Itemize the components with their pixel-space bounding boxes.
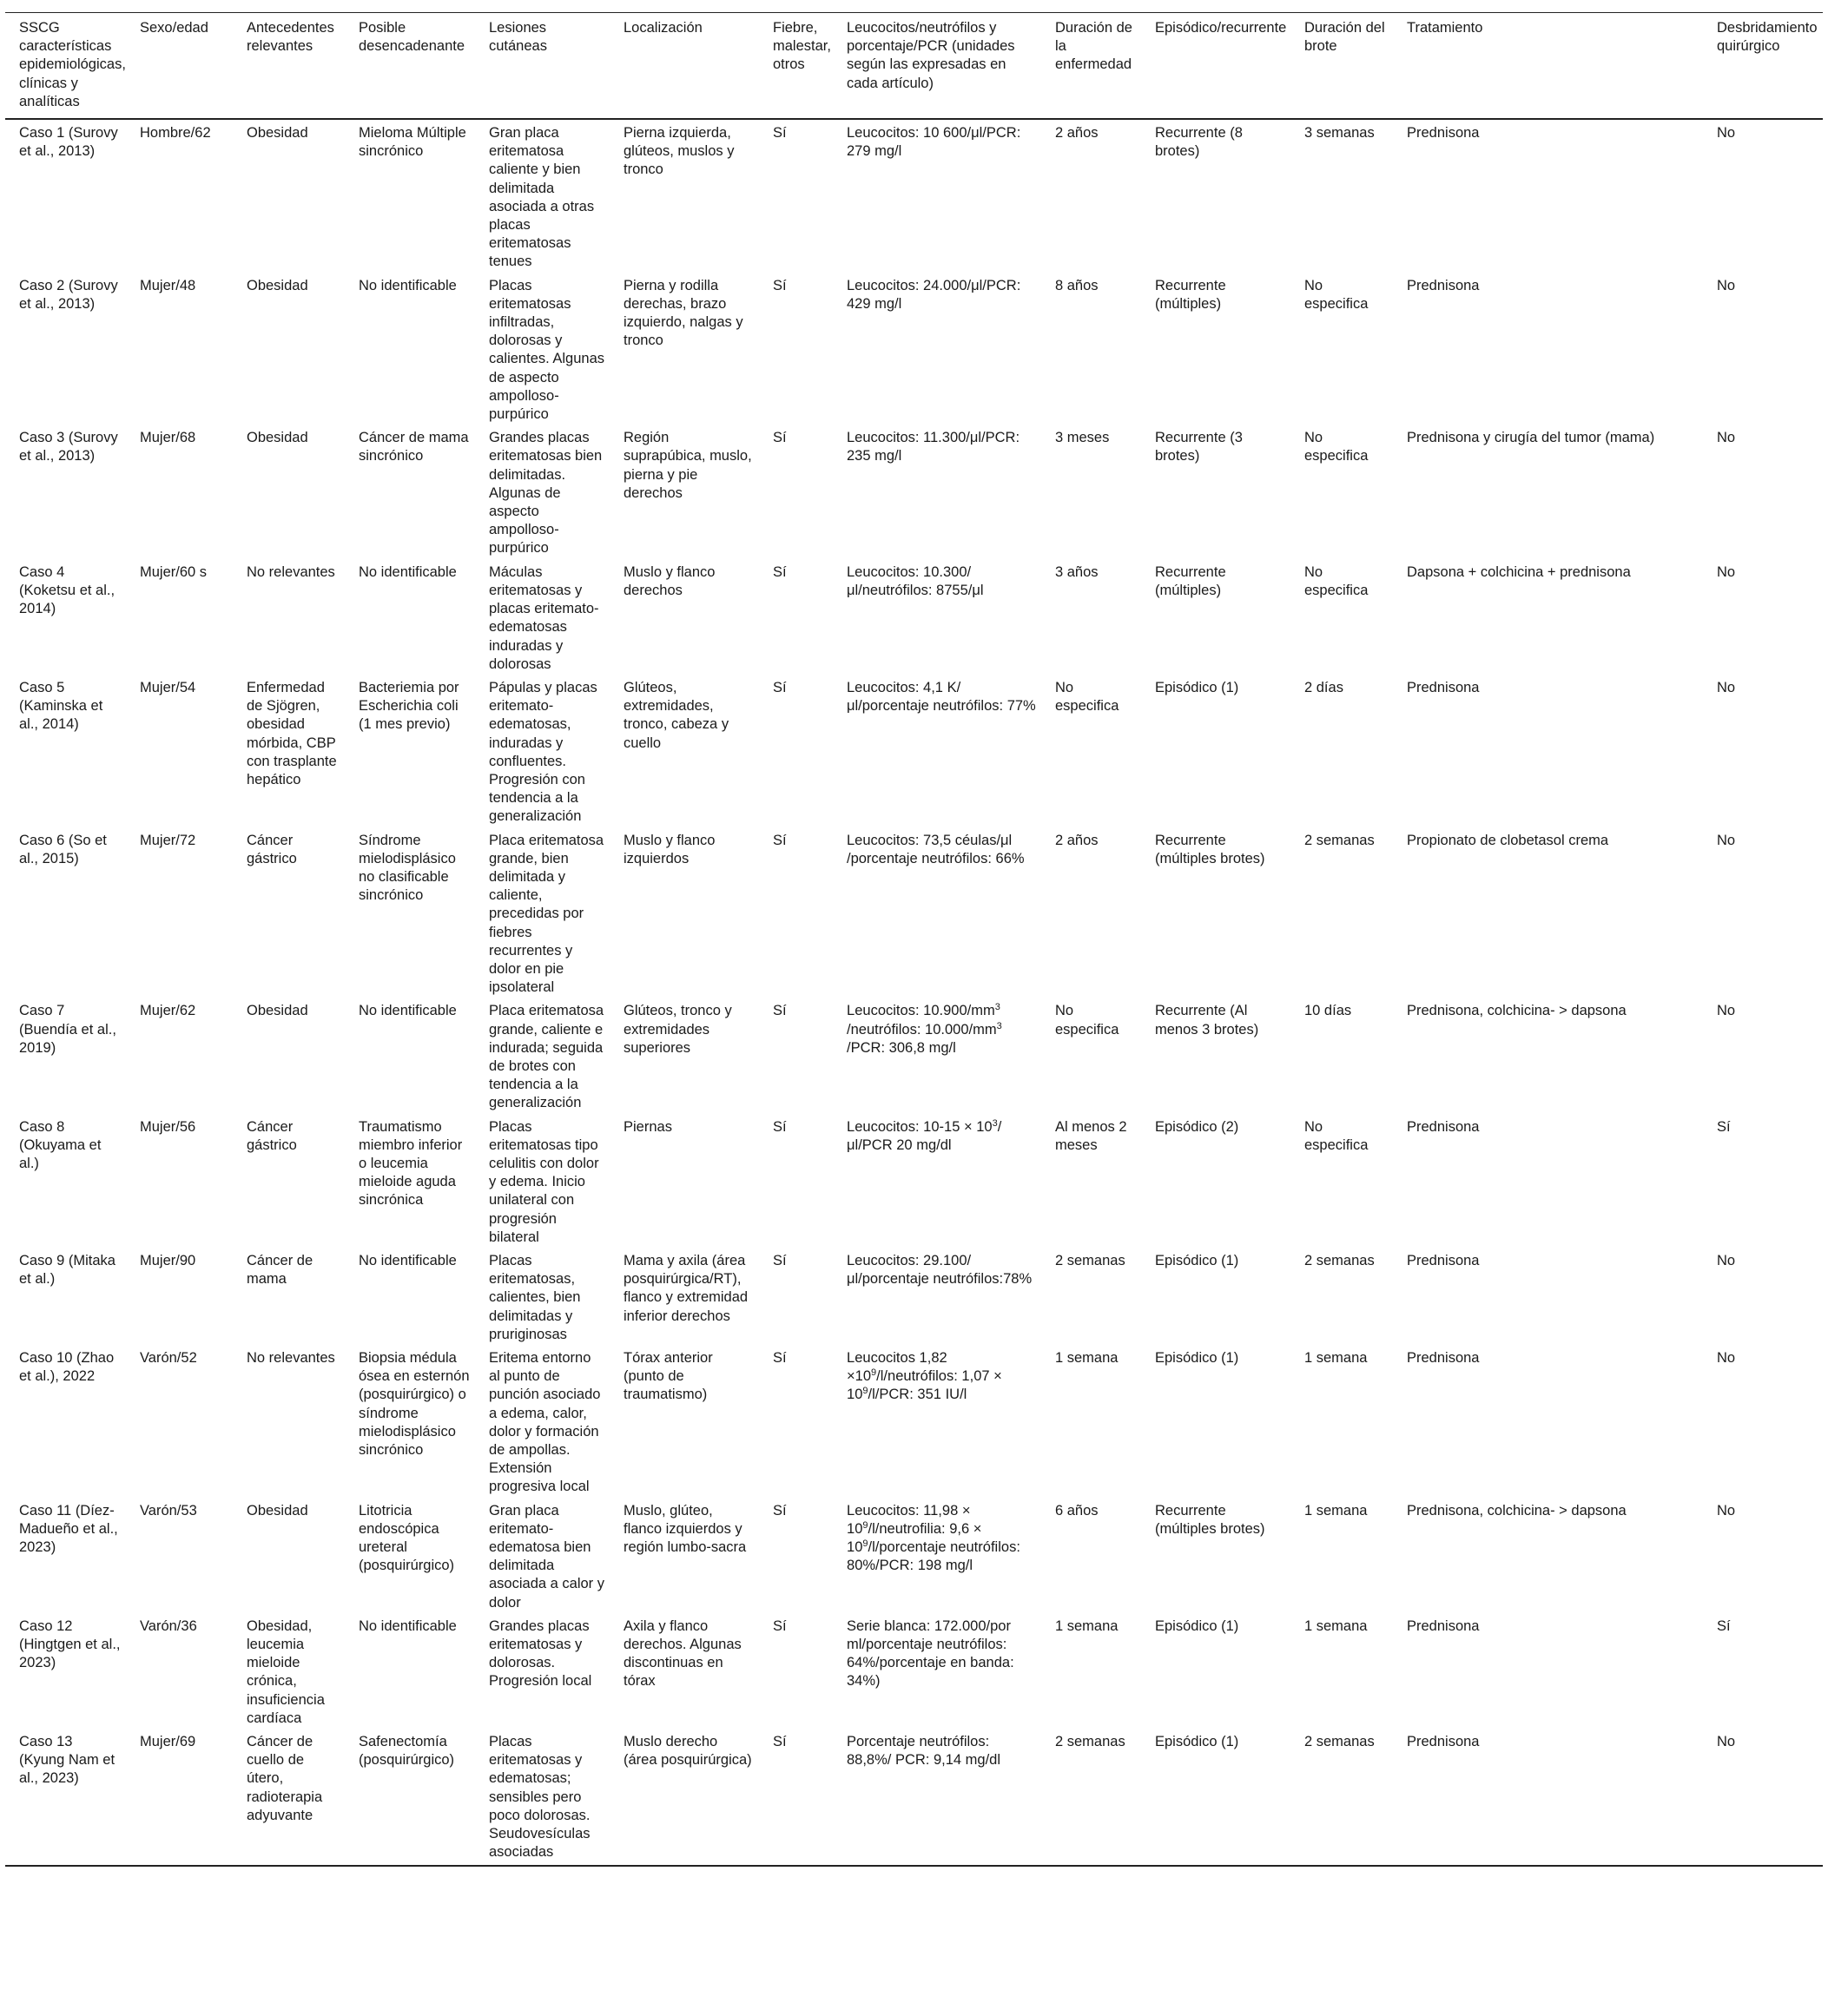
trigger-cell: No identificable xyxy=(359,1253,457,1268)
fever-cell: Sí xyxy=(773,1350,787,1367)
fever-cell: Sí xyxy=(773,563,787,580)
history-cell: Cáncer de mama xyxy=(247,1253,313,1288)
treatment-cell: Prednisona xyxy=(1407,1617,1480,1634)
debridement-cell: Sí xyxy=(1717,1118,1731,1135)
episodic-cell: Episódico (1) xyxy=(1155,1253,1239,1268)
location-cell: Muslo y flanco derechos xyxy=(624,563,716,598)
debridement-cell: No xyxy=(1717,679,1736,695)
location-cell: Piernas xyxy=(624,1118,672,1135)
table-row xyxy=(5,1730,1823,1865)
table-row xyxy=(5,1499,1823,1615)
trigger-cell: Síndrome mielodisplásico no clasificable sincrónico xyxy=(359,832,456,904)
episodic-cell: Recurrente (múltiples) xyxy=(1155,277,1226,312)
trigger-cell: Safenectomía (posquirúrgico) xyxy=(359,1734,455,1769)
treatment-cell: Dapsona + colchicina + prednisona xyxy=(1407,563,1631,580)
header-cell: Sexo/edad xyxy=(140,20,208,36)
treatment-cell: Propionato de clobetasol crema xyxy=(1407,832,1609,848)
trigger-cell: No identificable xyxy=(359,277,457,293)
treatment-cell: Prednisona xyxy=(1407,1118,1480,1135)
history-cell: Obesidad xyxy=(247,430,308,446)
lesions-cell: Eritema entorno al punto de punción asociado a edema, calor, dolor y formación de ampollas. Extensión progresiva local xyxy=(489,1350,601,1495)
sex-age-cell: Hombre/62 xyxy=(140,125,211,142)
case-cell: Caso 12 (Hingtgen et al., 2023) xyxy=(19,1617,121,1671)
sex-age-cell: Mujer/90 xyxy=(140,1253,196,1268)
flare-duration-cell: 2 semanas xyxy=(1304,1734,1375,1750)
debridement-cell: No xyxy=(1717,563,1736,580)
lesions-cell: Máculas eritematosas y placas eritemato-edematosas induradas y dolorosas xyxy=(489,563,599,672)
lab-cell: Leucocitos: $11,98 \times 10^9/l$/neutrofilia: $9,6 \times 10^9/l$/porcentaje neutrófilos: 80%/PCR: 198 mg/l xyxy=(847,1502,1020,1574)
case-cell: Caso 3 (Surovy et al., 2013) xyxy=(19,430,118,464)
sex-age-cell: Mujer/62 xyxy=(140,1003,196,1019)
lab-cell: Leucocitos: 10 600/μl/PCR: 279 mg/l xyxy=(847,125,1021,160)
flare-duration-cell: 2 días xyxy=(1304,679,1343,695)
debridement-cell: No xyxy=(1717,1350,1736,1367)
location-cell: Muslo derecho (área posquirúrgica) xyxy=(624,1734,752,1769)
sex-age-cell: Mujer/54 xyxy=(140,679,196,695)
fever-cell: Sí xyxy=(773,1003,787,1019)
header-cell: SSCG características epidemiológicas, clínicas y analíticas xyxy=(19,20,126,109)
disease-duration-cell: 1 semana xyxy=(1055,1617,1119,1634)
trigger-cell: Bacteriemia por Escherichia coli (1 mes previo) xyxy=(359,679,459,733)
lab-cell: Leucocitos: $10.900/mm^3$ /neutrófilos: $10.000/mm^3$ /PCR: 306,8 mg/l xyxy=(847,1002,1002,1056)
history-cell: No relevantes xyxy=(247,1350,335,1367)
table-row xyxy=(5,274,1823,427)
header-cell: Leucocitos/neutrófilos y porcentaje/PCR (unidades según las expresadas en cada artículo) xyxy=(847,20,1015,91)
episodic-cell: Recurrente (8 brotes) xyxy=(1155,125,1243,160)
table-row xyxy=(5,426,1823,560)
case-cell: Caso 8 (Okuyama et al.) xyxy=(19,1118,102,1171)
location-cell: Muslo y flanco izquierdos xyxy=(624,832,716,866)
case-cell: Caso 9 (Mitaka et al.) xyxy=(19,1253,115,1288)
lesions-cell: Gran placa eritematosa caliente y bien delimitada asociada a otras placas eritematosas tenues xyxy=(489,125,595,270)
debridement-cell: No xyxy=(1717,1502,1736,1519)
trigger-cell: Mieloma Múltiple sincrónico xyxy=(359,125,466,160)
episodic-cell: Recurrente (Al menos 3 brotes) xyxy=(1155,1003,1259,1038)
history-cell: Obesidad xyxy=(247,1003,308,1019)
treatment-cell: Prednisona, colchicina- > dapsona xyxy=(1407,1502,1627,1519)
debridement-cell: No xyxy=(1717,1253,1736,1268)
table-row xyxy=(5,999,1823,1115)
location-cell: Glúteos, extremidades, tronco, cabeza y cuello xyxy=(624,679,729,751)
disease-duration-cell: 2 años xyxy=(1055,125,1099,142)
flare-duration-cell: 1 semana xyxy=(1304,1617,1368,1634)
debridement-cell: No xyxy=(1717,1003,1736,1019)
case-cell: Caso 2 (Surovy et al., 2013) xyxy=(19,277,118,312)
episodic-cell: Recurrente (múltiples brotes) xyxy=(1155,1502,1265,1537)
header-cell: Antecedentes relevantes xyxy=(247,20,334,55)
fever-cell: Sí xyxy=(773,1118,787,1135)
lesions-cell: Grandes placas eritematosas bien delimitadas. Algunas de aspecto ampolloso-purpúrico xyxy=(489,430,603,557)
header-cell: Tratamiento xyxy=(1407,20,1483,36)
header-cell: Localización xyxy=(624,20,703,36)
treatment-cell: Prednisona xyxy=(1407,125,1480,142)
lab-cell: Leucocitos: 73,5 céulas/μl /porcentaje neutrófilos: 66% xyxy=(847,832,1025,866)
case-cell: Caso 6 (So et al., 2015) xyxy=(19,832,107,866)
history-cell: Obesidad, leucemia mieloide crónica, insuficiencia cardíaca xyxy=(247,1617,325,1726)
lab-cell: Leucocitos $1,82 \times 10^9/l$/neutrófilos: $1,07 \times 10^9/l$/PCR: 351 IU/l xyxy=(847,1350,1002,1403)
lab-cell: Leucocitos: 24.000/μl/PCR: 429 mg/l xyxy=(847,277,1021,312)
episodic-cell: Recurrente (3 brotes) xyxy=(1155,430,1243,464)
treatment-cell: Prednisona, colchicina- > dapsona xyxy=(1407,1003,1627,1019)
history-cell: Obesidad xyxy=(247,1502,308,1519)
location-cell: Región suprapúbica, muslo, pierna y pie derechos xyxy=(624,430,752,501)
header-cell: Desbridamiento quirúrgico xyxy=(1717,20,1818,55)
case-cell: Caso 5 (Kaminska et al., 2014) xyxy=(19,679,103,733)
header-cell: Duración de la enfermedad xyxy=(1055,20,1132,73)
flare-duration-cell: No especifica xyxy=(1304,277,1369,312)
treatment-cell: Prednisona xyxy=(1407,679,1480,695)
fever-cell: Sí xyxy=(773,1617,787,1634)
debridement-cell: No xyxy=(1717,277,1736,293)
lesions-cell: Grandes placas eritematosas y dolorosas. Progresión local xyxy=(489,1617,592,1690)
treatment-cell: Prednisona xyxy=(1407,1253,1480,1268)
lab-cell: Leucocitos: 11.300/μl/PCR: 235 mg/l xyxy=(847,430,1020,464)
flare-duration-cell: No especifica xyxy=(1304,430,1369,464)
disease-duration-cell: Al menos 2 meses xyxy=(1055,1118,1127,1153)
history-cell: No relevantes xyxy=(247,563,335,580)
trigger-cell: Litotricia endoscópica ureteral (posquirúrgico) xyxy=(359,1502,455,1574)
episodic-cell: Episódico (1) xyxy=(1155,1350,1239,1367)
case-cell: Caso 7 (Buendía et al., 2019) xyxy=(19,1003,116,1056)
location-cell: Pierna izquierda, glúteos, muslos y tronco xyxy=(624,125,735,178)
fever-cell: Sí xyxy=(773,679,787,695)
lab-cell: Leucocitos: 29.100/μl/porcentaje neutrófilos:78% xyxy=(847,1253,1033,1288)
case-cell: Caso 4 (Koketsu et al., 2014) xyxy=(19,563,115,617)
treatment-cell: Prednisona y cirugía del tumor (mama) xyxy=(1407,430,1655,446)
episodic-cell: Episódico (1) xyxy=(1155,679,1239,695)
history-cell: Cáncer gástrico xyxy=(247,832,297,866)
disease-duration-cell: 6 años xyxy=(1055,1502,1099,1519)
fever-cell: Sí xyxy=(773,277,787,293)
sex-age-cell: Varón/52 xyxy=(140,1350,197,1367)
location-cell: Tórax anterior (punto de traumatismo) xyxy=(624,1350,713,1403)
lab-cell: Leucocitos: 10.300/μl/neutrófilos: 8755/μl xyxy=(847,563,984,598)
disease-duration-cell: 1 semana xyxy=(1055,1350,1119,1367)
flare-duration-cell: 2 semanas xyxy=(1304,1253,1375,1268)
debridement-cell: Sí xyxy=(1717,1617,1731,1634)
header-cell: Duración del brote xyxy=(1304,20,1385,55)
fever-cell: Sí xyxy=(773,1734,787,1750)
trigger-cell: Biopsia médula ósea en esternón (posquirúrgico) o síndrome mielodisplásico sincrónico xyxy=(359,1350,470,1459)
debridement-cell: No xyxy=(1717,125,1736,142)
fever-cell: Sí xyxy=(773,1502,787,1519)
flare-duration-cell: 3 semanas xyxy=(1304,125,1375,142)
debridement-cell: No xyxy=(1717,1734,1736,1750)
flare-duration-cell: 1 semana xyxy=(1304,1502,1368,1519)
fever-cell: Sí xyxy=(773,1253,787,1268)
episodic-cell: Recurrente (múltiples) xyxy=(1155,563,1226,598)
header-cell: Posible desencadenante xyxy=(359,20,465,55)
table-row xyxy=(5,1347,1823,1499)
trigger-cell: No identificable xyxy=(359,1617,457,1634)
lesions-cell: Placas eritematosas, calientes, bien delimitadas y pruriginosas xyxy=(489,1253,581,1342)
sex-age-cell: Mujer/56 xyxy=(140,1118,196,1135)
disease-duration-cell: No especifica xyxy=(1055,1003,1119,1038)
lesions-cell: Placa eritematosa grande, caliente e indurada; seguida de brotes con tendencia a la generalización xyxy=(489,1003,604,1111)
table-row xyxy=(5,676,1823,829)
sex-age-cell: Mujer/48 xyxy=(140,277,196,293)
case-cell: Caso 13 (Kyung Nam et al., 2023) xyxy=(19,1734,115,1787)
trigger-cell: No identificable xyxy=(359,563,457,580)
episodic-cell: Recurrente (múltiples brotes) xyxy=(1155,832,1265,866)
treatment-cell: Prednisona xyxy=(1407,277,1480,293)
table-row xyxy=(5,1615,1823,1730)
flare-duration-cell: 1 semana xyxy=(1304,1350,1368,1367)
table-header-row xyxy=(5,13,1823,120)
history-cell: Cáncer gástrico xyxy=(247,1118,297,1153)
episodic-cell: Episódico (1) xyxy=(1155,1734,1239,1750)
header-cell: Lesiones cutáneas xyxy=(489,20,547,55)
lesions-cell: Placa eritematosa grande, bien delimitada y caliente, precedidas por fiebres recurrentes y dolor en pie ipsolateral xyxy=(489,832,604,996)
history-cell: Cáncer de cuello de útero, radioterapia adyuvante xyxy=(247,1734,323,1823)
treatment-cell: Prednisona xyxy=(1407,1350,1480,1367)
trigger-cell: No identificable xyxy=(359,1003,457,1019)
disease-duration-cell: No especifica xyxy=(1055,679,1119,715)
history-cell: Obesidad xyxy=(247,277,308,293)
lesions-cell: Placas eritematosas y edematosas; sensibles pero poco dolorosas. Seudovesículas asociadas xyxy=(489,1734,591,1861)
table-row xyxy=(5,829,1823,1000)
sex-age-cell: Mujer/69 xyxy=(140,1734,196,1750)
disease-duration-cell: 2 años xyxy=(1055,832,1099,848)
lesions-cell: Pápulas y placas eritemato-edematosas, induradas y confluentes. Progresión con tendencia a la generalización xyxy=(489,679,597,825)
debridement-cell: No xyxy=(1717,832,1736,848)
disease-duration-cell: 3 meses xyxy=(1055,430,1110,446)
debridement-cell: No xyxy=(1717,430,1736,446)
flare-duration-cell: No especifica xyxy=(1304,563,1369,598)
lab-cell: Serie blanca: 172.000/por ml/porcentaje neutrófilos: 64%/porcentaje en banda: 34%) xyxy=(847,1617,1014,1690)
treatment-cell: Prednisona xyxy=(1407,1734,1480,1750)
lesions-cell: Placas eritematosas infiltradas, dolorosas y calientes. Algunas de aspecto ampolloso-purpúrico xyxy=(489,277,605,423)
location-cell: Muslo, glúteo, flanco izquierdos y región lumbo-sacra xyxy=(624,1502,747,1556)
sex-age-cell: Mujer/60 s xyxy=(140,563,208,580)
case-cell: Caso 10 (Zhao et al.), 2022 xyxy=(19,1350,115,1385)
trigger-cell: Cáncer de mama sincrónico xyxy=(359,430,469,464)
trigger-cell: Traumatismo miembro inferior o leucemia mieloide aguda sincrónica xyxy=(359,1118,463,1209)
sex-age-cell: Varón/36 xyxy=(140,1617,197,1634)
lesions-cell: Gran placa eritemato-edematosa bien delimitada asociada a calor y dolor xyxy=(489,1502,604,1611)
episodic-cell: Episódico (1) xyxy=(1155,1617,1239,1634)
lab-cell: Leucocitos: 4,1 K/μl/porcentaje neutrófilos: 77% xyxy=(847,679,1036,715)
location-cell: Mama y axila (área posquirúrgica/RT), flanco y extremidad inferior derechos xyxy=(624,1253,749,1324)
case-cell: Caso 11 (Díez-Madueño et al., 2023) xyxy=(19,1502,118,1556)
location-cell: Glúteos, tronco y extremidades superiores xyxy=(624,1003,732,1056)
case-table xyxy=(5,12,1823,1867)
lab-cell: Porcentaje neutrófilos: 88,8%/ PCR: 9,14 mg/dl xyxy=(847,1734,1001,1769)
header-cell: Fiebre, malestar, otros xyxy=(773,20,831,73)
history-cell: Enfermedad de Sjögren, obesidad mórbida, CBP con trasplante hepático xyxy=(247,679,337,787)
fever-cell: Sí xyxy=(773,430,787,446)
lesions-cell: Placas eritematosas tipo celulitis con dolor y edema. Inicio unilateral con progresión bilateral xyxy=(489,1118,599,1245)
sex-age-cell: Mujer/68 xyxy=(140,430,196,446)
disease-duration-cell: 3 años xyxy=(1055,563,1099,580)
header-cell: Episódico/recurrente xyxy=(1155,20,1287,36)
sex-age-cell: Varón/53 xyxy=(140,1502,197,1519)
table-row xyxy=(5,1116,1823,1249)
table-row xyxy=(5,561,1823,676)
location-cell: Axila y flanco derechos. Algunas discontinuas en tórax xyxy=(624,1617,742,1690)
flare-duration-cell: 2 semanas xyxy=(1304,832,1375,848)
sex-age-cell: Mujer/72 xyxy=(140,832,196,848)
case-cell: Caso 1 (Surovy et al., 2013) xyxy=(19,125,118,160)
fever-cell: Sí xyxy=(773,125,787,142)
table-row xyxy=(5,1249,1823,1347)
location-cell: Pierna y rodilla derechas, brazo izquierdo, nalgas y tronco xyxy=(624,277,743,349)
flare-duration-cell: No especifica xyxy=(1304,1118,1369,1153)
table-body xyxy=(5,119,1823,1865)
table-row xyxy=(5,119,1823,274)
history-cell: Obesidad xyxy=(247,125,308,142)
disease-duration-cell: 8 años xyxy=(1055,277,1099,293)
disease-duration-cell: 2 semanas xyxy=(1055,1253,1125,1268)
fever-cell: Sí xyxy=(773,832,787,848)
disease-duration-cell: 2 semanas xyxy=(1055,1734,1125,1750)
flare-duration-cell: 10 días xyxy=(1304,1003,1352,1019)
lab-cell: Leucocitos: $10-15 \times 10^3/\mu l$/PCR 20 mg/dl xyxy=(847,1117,1002,1153)
episodic-cell: Episódico (2) xyxy=(1155,1118,1239,1135)
